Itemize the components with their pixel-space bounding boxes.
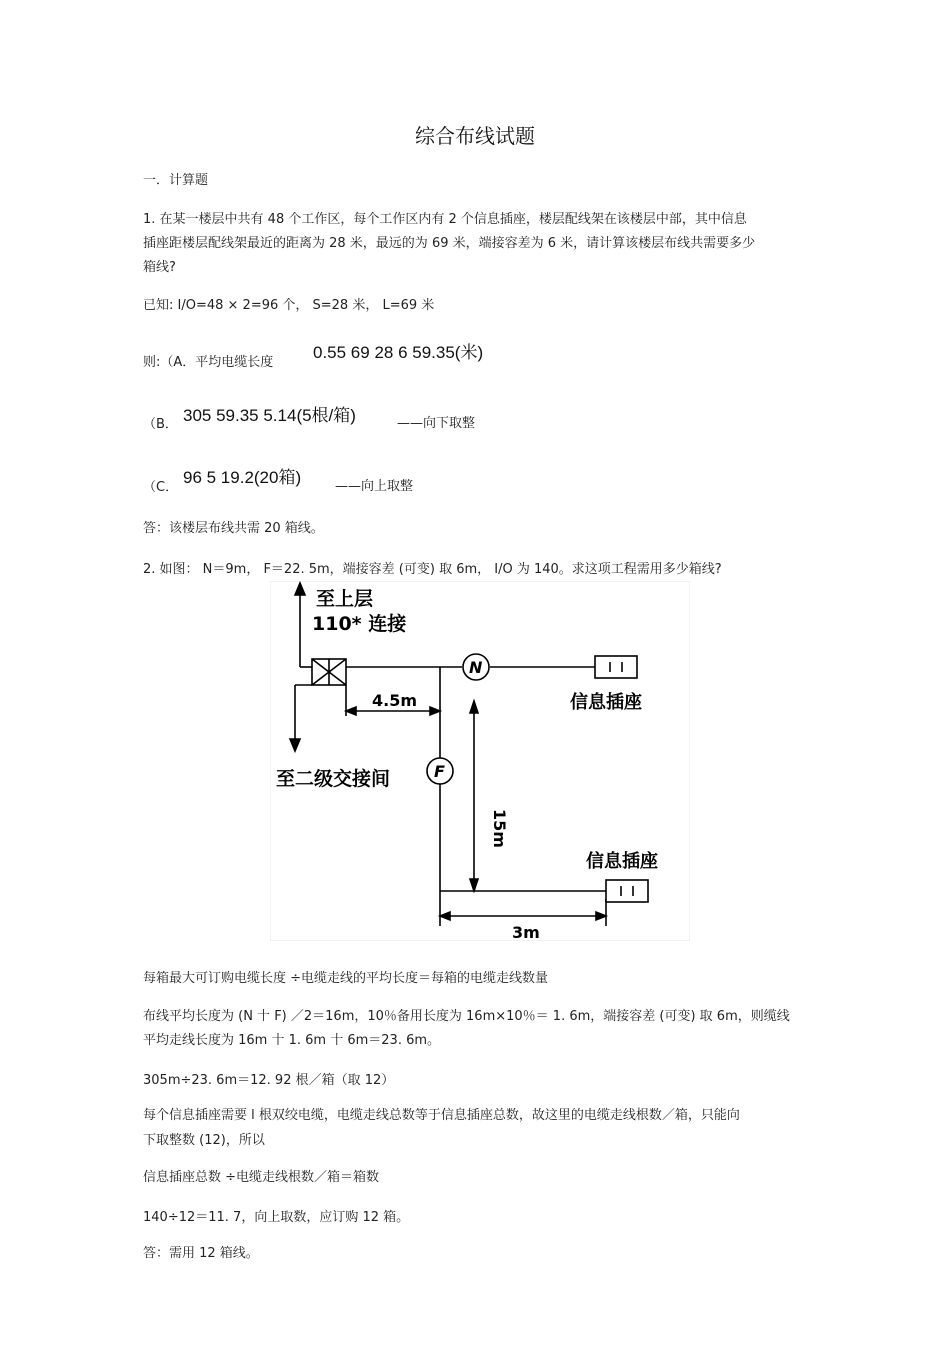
q2-p1: 每箱最大可订购电缆长度 ÷电缆走线的平均长度＝每箱的电缆走线数量	[143, 971, 549, 986]
q2-question: 2. 如图： N＝9m， F＝22. 5m，端接容差 (可变) 取 6m， I/O 为 140。求这项工程需用多少箱线?	[143, 562, 722, 577]
second-level-label: 至二级交接间	[276, 768, 391, 790]
q1-line-1: 1. 在某一楼层中共有 48 个工作区，每个工作区内有 2 个信息插座，楼层配线架在该楼层中部，其中信息	[143, 212, 747, 227]
q2-p2a: 布线平均长度为 (N 十 F) ／2＝16m，10％备用长度为 16m×10％＝ 1. 6m，端接容差 (可变) 取 6m，则缆线	[143, 1009, 790, 1024]
q2-answer: 答：需用 12 箱线。	[143, 1246, 259, 1261]
q1-c-note: ——向上取整	[335, 479, 414, 494]
q1-c-label: （C．	[143, 480, 179, 495]
q1-a-label: 则:（A．平均电缆长度	[143, 355, 274, 370]
dim-15m: 15m	[490, 809, 509, 848]
node-n-label: N	[469, 658, 483, 677]
q1-line-3: 箱线?	[143, 260, 176, 275]
outlet-bottom	[606, 880, 648, 902]
q2-p5: 信息插座总数 ÷电缆走线根数／箱＝箱数	[143, 1170, 380, 1185]
node-f-label: F	[434, 762, 445, 781]
q2-p4a: 每个信息插座需要 l 根双绞电缆，电缆走线总数等于信息插座总数，故这里的电缆走线根数／箱，只能向	[143, 1108, 740, 1123]
outlet-top-label: 信息插座	[570, 692, 642, 713]
section-heading: 一．计算题	[143, 173, 209, 188]
dim-3m: 3m	[512, 923, 540, 941]
q1-b-label: （B．	[143, 417, 178, 432]
q1-line-2: 插座距楼层配线架最近的距离为 28 米，最远的为 69 米，端接容差为 6 米，请计算该楼层布线共需要多少	[143, 236, 756, 251]
q2-p4b: 下取整数 (12)，所以	[143, 1133, 265, 1148]
dim-4-5m: 4.5m	[372, 691, 418, 710]
q1-b-formula: 305 59.35 5.14(5根/箱)	[183, 406, 356, 425]
outlet-bottom-label: 信息插座	[586, 851, 658, 872]
q2-p3: 305m÷23. 6m＝12. 92 根／箱（取 12）	[143, 1073, 395, 1088]
q2-p2b: 平均走线长度为 16m 十 1. 6m 十 6m＝23. 6m。	[143, 1033, 441, 1048]
q1-answer: 答：该楼层布线共需 20 箱线。	[143, 521, 324, 536]
q1-a-formula: 0.55 69 28 6 59.35(米)	[313, 343, 484, 362]
wiring-diagram	[270, 581, 690, 941]
upper-floor-label: 至上层	[316, 588, 374, 610]
q1-c-formula: 96 5 19.2(20箱)	[183, 468, 302, 487]
q1-known: 已知: I/O=48 × 2=96 个， S=28 米， L=69 米	[143, 298, 435, 313]
document-title: 综合布线试题	[415, 124, 535, 148]
connection-label: 110* 连接	[312, 613, 407, 635]
outlet-top	[595, 656, 637, 678]
q1-b-note: ——向下取整	[397, 416, 476, 431]
q2-p6: 140÷12＝11. 7，向上取数，应订购 12 箱。	[143, 1210, 410, 1225]
